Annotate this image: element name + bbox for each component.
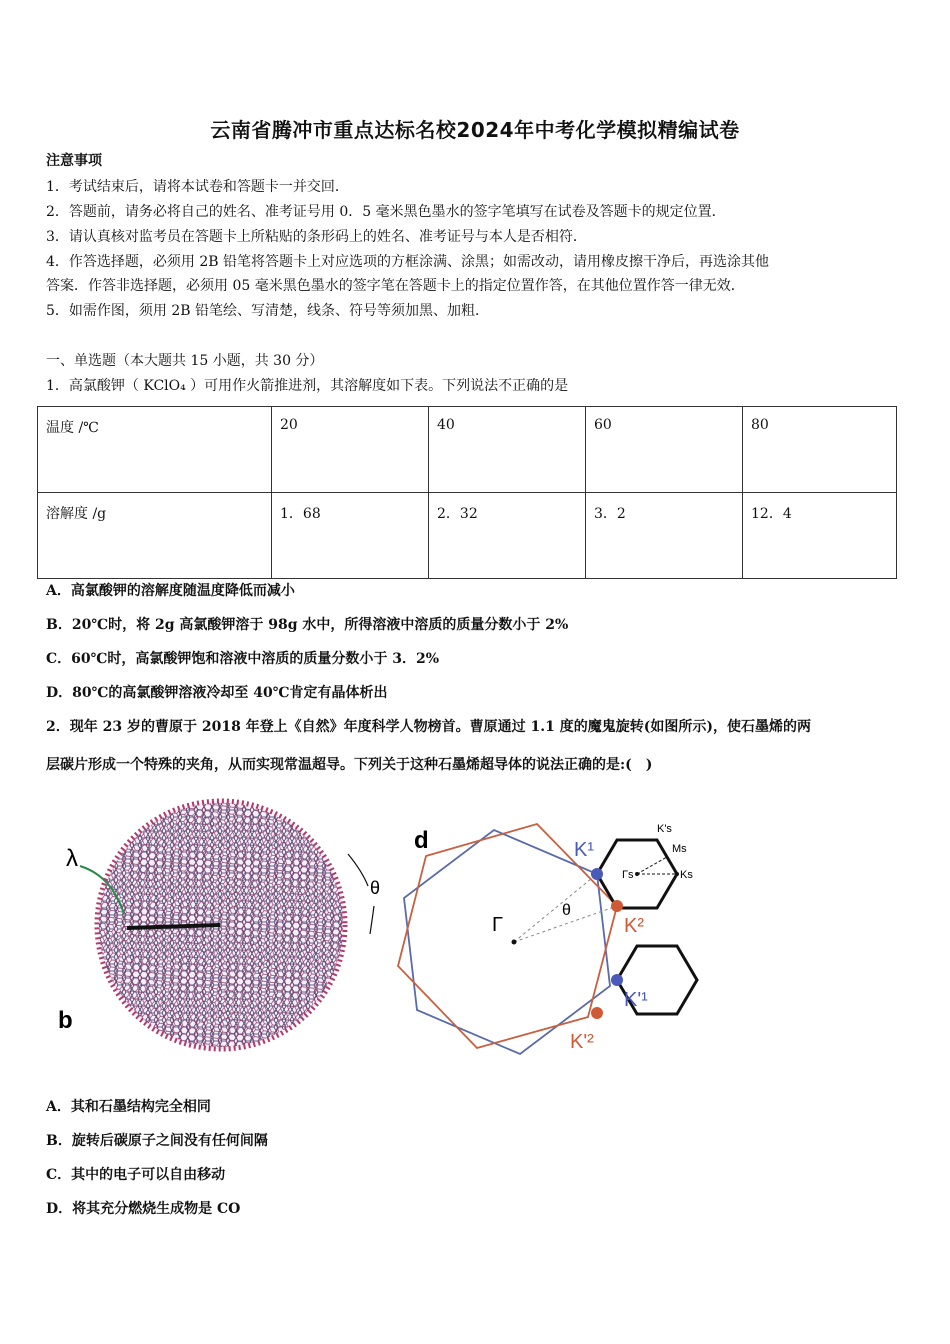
q1-option-c: C．60℃时，高氯酸钾饱和溶液中溶质的质量分数小于 3．2% bbox=[46, 651, 440, 667]
q1-option-a: A．高氯酸钾的溶解度随温度降低而减小 bbox=[46, 583, 295, 599]
notice-item: 3．请认真核对监考员在答题卡上所粘贴的条形码上的姓名、准考证号与本人是否相符． bbox=[46, 229, 587, 245]
ms-label: Ms bbox=[672, 843, 687, 855]
graphene-figure-svg bbox=[52, 796, 712, 1062]
k1-point bbox=[591, 868, 603, 880]
gs-label: Γs bbox=[622, 869, 634, 881]
q2-stem-line2: 层碳片形成一个特殊的夹角，从而实现常温超导。下列关于这种石墨烯超导体的说法正确的是:( ) bbox=[46, 757, 653, 773]
gs-point bbox=[635, 872, 639, 876]
table-cell: 40 bbox=[429, 407, 586, 493]
gs-ms-line bbox=[637, 857, 667, 874]
q1-option-b: B．20℃时，将 2g 高氯酸钾溶于 98g 水中，所得溶液中溶质的质量分数小于 2% bbox=[46, 617, 569, 633]
section-heading: 一、单选题（本大题共 15 小题，共 30 分） bbox=[46, 353, 324, 369]
notice-heading: 注意事项 bbox=[46, 153, 102, 169]
graphene-figure bbox=[52, 796, 712, 1062]
notice-item: 5．如需作图，须用 2B 铅笔绘、写清楚，线条、符号等须加黑、加粗． bbox=[46, 303, 490, 319]
q2-option-a: A．其和石墨结构完全相同 bbox=[46, 1099, 211, 1115]
table-cell: 80 bbox=[743, 407, 897, 493]
kp2-label: K'² bbox=[570, 1031, 594, 1053]
notice-item: 2．答题前，请务必将自己的姓名、准考证号用 0．5 毫米黑色墨水的签字笔填写在试卷及答题卡的规定位置． bbox=[46, 204, 726, 220]
table-cell: 60 bbox=[586, 407, 743, 493]
table-cell: 3．2 bbox=[586, 493, 743, 579]
gamma-point bbox=[512, 940, 517, 945]
kps-label: K's bbox=[657, 823, 672, 835]
solubility-table bbox=[37, 406, 897, 579]
q1-stem: 1．高氯酸钾（ KClO₄ ）可用作火箭推进剂，其溶解度如下表。下列说法不正确的是 bbox=[46, 378, 569, 394]
table-cell: 溶解度 /g bbox=[38, 493, 272, 579]
notice-item: 4．作答选择题，必须用 2B 铅笔将答题卡上对应选项的方框涂满、涂黑；如需改动，请用橡皮擦干净后，再选涂其他 bbox=[46, 254, 769, 270]
k1-label: K¹ bbox=[574, 839, 594, 861]
gamma-k1-line bbox=[514, 874, 597, 942]
table-cell: 12．4 bbox=[743, 493, 897, 579]
lambda-label: λ bbox=[66, 845, 78, 872]
table-cell: 20 bbox=[272, 407, 429, 493]
notice-item: 1．考试结束后，请将本试卷和答题卡一并交回． bbox=[46, 179, 349, 195]
theta-arrow-top bbox=[348, 854, 368, 886]
table-row bbox=[38, 407, 897, 493]
kp1-label: K'¹ bbox=[624, 989, 648, 1011]
kp2-point bbox=[591, 1007, 603, 1019]
table-cell: 1．68 bbox=[272, 493, 429, 579]
notice-item: 答案．作答非选择题，必须用 05 毫米黑色墨水的签字笔在答题卡上的指定位置作答，在其他位置作答一律无效． bbox=[46, 278, 745, 294]
q2-option-b: B．旋转后碳原子之间没有任何间隔 bbox=[46, 1133, 268, 1149]
table-row bbox=[38, 493, 897, 579]
table-cell: 2．32 bbox=[429, 493, 586, 579]
gamma-label: Γ bbox=[492, 914, 504, 936]
panel-d-label: d bbox=[414, 827, 429, 854]
ks-point bbox=[675, 872, 679, 876]
q2-option-d: D．将其充分燃烧生成物是 CO bbox=[46, 1201, 241, 1217]
page-title: 云南省腾冲市重点达标名校2024年中考化学模拟精编试卷 bbox=[210, 118, 740, 142]
panel-b-label: b bbox=[58, 1007, 73, 1034]
theta-arrow-bottom bbox=[370, 906, 374, 934]
k2-point bbox=[611, 900, 623, 912]
q1-option-d: D．80℃的高氯酸钾溶液冷却至 40℃肯定有晶体析出 bbox=[46, 685, 388, 701]
theta-label-b: θ bbox=[370, 878, 381, 898]
ks-label: Ks bbox=[680, 869, 693, 881]
table-cell: 温度 /℃ bbox=[38, 407, 272, 493]
kp1-point bbox=[611, 974, 623, 986]
k2-label: K² bbox=[624, 915, 644, 937]
q2-stem-line1: 2．现年 23 岁的曹原于 2018 年登上《自然》年度科学人物榜首。曹原通过 1.1 度的魔鬼旋转(如图所示)，使石墨烯的两 bbox=[46, 719, 812, 735]
q2-option-c: C．其中的电子可以自由移动 bbox=[46, 1167, 226, 1183]
theta-label-d: θ bbox=[562, 902, 571, 919]
